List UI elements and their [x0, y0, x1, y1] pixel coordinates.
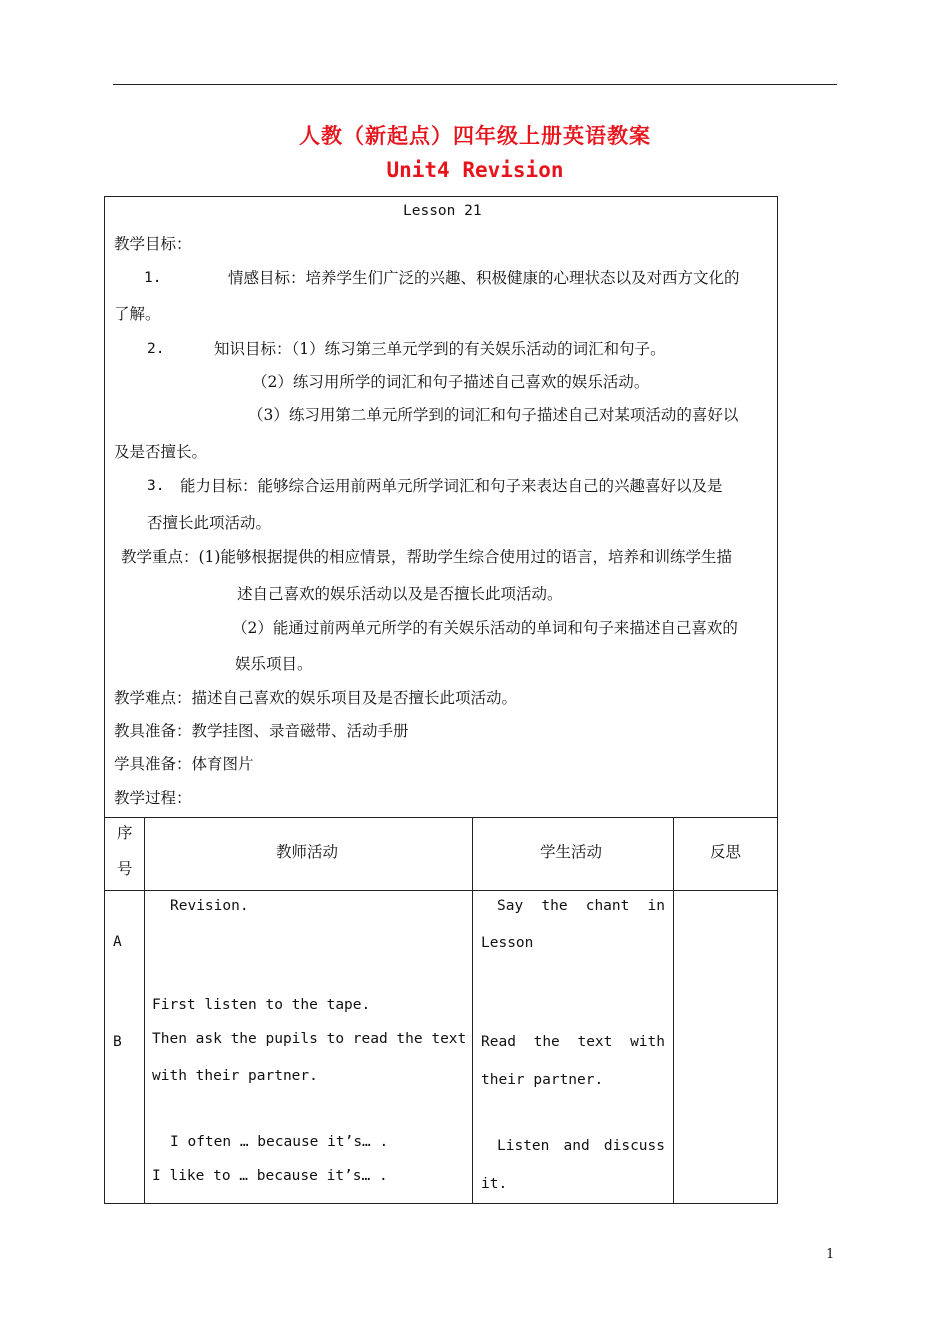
teacher-step1: First listen to the tape. [152, 997, 371, 1013]
student-chant-word: chant [585, 898, 630, 914]
student-read-word: text [577, 1034, 613, 1050]
student-chant-line [497, 896, 665, 916]
key-point-line3: （2）能通过前两单元所学的有关娱乐活动的单词和句子来描述自己喜欢的 [232, 619, 738, 637]
student-prep-line: 学具准备：体育图片 [114, 755, 254, 773]
key-point-line4: 娱乐项目。 [235, 655, 313, 673]
page-number: 1 [826, 1247, 835, 1262]
goal2-line3: （3）练习用第二单元所学到的词汇和句子描述自己对某项活动的喜好以 [248, 406, 739, 424]
student-listen-word: discuss [603, 1138, 665, 1154]
goals-label: 教学目标： [114, 235, 192, 253]
goal1-line2: 了解。 [114, 305, 161, 323]
student-chant-word: Say [497, 898, 524, 914]
key-point-line1: 教学重点：(1)能够根据提供的相应情景，帮助学生综合使用过的语言，培养和训练学生描 [121, 548, 732, 566]
student-read-line2: their partner. [481, 1072, 604, 1088]
teacher-step3: with their partner. [152, 1068, 318, 1084]
header-reflection: 反思 [710, 843, 742, 861]
table-header-bottom-rule [104, 890, 778, 891]
student-listen-word: Listen [497, 1138, 550, 1154]
student-read-word: the [533, 1034, 560, 1050]
student-chant-word: the [541, 898, 568, 914]
goal2-line2: （2）练习用所学的词汇和句子描述自己喜欢的娱乐活动。 [252, 373, 650, 391]
header-rule [113, 84, 837, 85]
document-subtitle: Unit4 Revision [386, 158, 564, 182]
table-col-rule-2 [472, 817, 473, 1204]
document-title: 人教（新起点）四年级上册英语教案 [299, 123, 651, 148]
student-chant-line2: Lesson [481, 935, 534, 951]
goal2-number: 2. [147, 341, 165, 357]
teacher-revision: Revision. [170, 898, 249, 914]
student-read-line [481, 1032, 665, 1052]
goal2-line4: 及是否擅长。 [114, 443, 208, 461]
header-teacher-activity: 教师活动 [276, 843, 339, 861]
student-chant-word: in [647, 898, 665, 914]
student-read-word: Read [481, 1034, 516, 1050]
difficulty-line: 教学难点：描述自己喜欢的娱乐项目及是否擅长此项活动。 [114, 689, 518, 707]
student-listen-line2: it. [481, 1176, 508, 1192]
goal3-number: 3. [147, 478, 165, 494]
seq-b: B [113, 1034, 122, 1050]
table-col-rule-1 [144, 817, 145, 1204]
header-student-activity: 学生活动 [540, 843, 603, 861]
goal3-line2: 否擅长此项活动。 [147, 514, 272, 532]
process-label: 教学过程： [114, 789, 192, 807]
seq-a: A [113, 934, 122, 950]
lesson-name: Lesson 21 [403, 203, 482, 219]
header-seq-line1: 序 [117, 824, 133, 842]
student-read-word: with [630, 1034, 665, 1050]
teacher-step2: Then ask the pupils to read the text [152, 1031, 467, 1047]
goal3-line1: 能力目标：能够综合运用前两单元所学词汇和句子来表达自己的兴趣喜好以及是 [180, 477, 723, 495]
key-point-line2: 述自己喜欢的娱乐活动以及是否擅长此项活动。 [237, 585, 563, 603]
goal1-number: 1. [144, 270, 162, 286]
student-listen-word: and [563, 1138, 590, 1154]
teacher-sentence2: I like to … because it’s… . [152, 1168, 388, 1184]
teacher-sentence1: I often … because it’s… . [170, 1134, 389, 1150]
student-listen-line [497, 1136, 665, 1156]
header-seq-line2: 号 [117, 860, 133, 878]
teacher-prep-line: 教具准备：教学挂图、录音磁带、活动手册 [114, 722, 409, 740]
table-header-top-rule [104, 817, 778, 818]
goal2-line1: 知识目标：（1）练习第三单元学到的有关娱乐活动的词汇和句子。 [214, 340, 666, 358]
table-col-rule-3 [673, 817, 674, 1204]
goal1-line1: 情感目标：培养学生们广泛的兴趣、积极健康的心理状态以及对西方文化的 [228, 269, 740, 287]
